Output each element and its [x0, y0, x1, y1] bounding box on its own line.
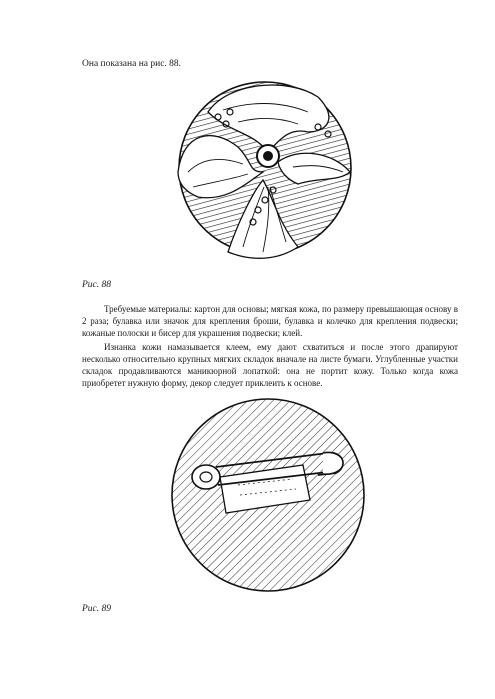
figure-88-brooch-illustration — [168, 72, 358, 267]
paragraph-instructions-text: Изнанка кожи намазывается клеем, ему дают схватиться и после этого драпируют несколько относительно крупных мягких складок вначале на листе бумаги. Углубленные участки складок продавливаются маникюрной лопаткой: она не портит кожу. Только когда кожа приобретет нужную форму, декор следует приклеить к основе. — [82, 342, 458, 388]
paragraph-materials-text: Требуемые материалы: картон для основы; мягкая кожа, по размеру превышающая основу в 2 раза; булавка или значок для крепления броши, булавка и колечко для крепления подвески; кожаные полоски и бисер для украшения подвески; клей. — [82, 304, 458, 338]
figure-88-caption: Рис. 88 — [82, 280, 112, 290]
figure-89-brooch-back-illustration — [168, 395, 378, 595]
figure-89-caption: Рис. 89 — [82, 604, 112, 614]
paragraph-materials — [82, 303, 458, 339]
intro-line: Она показана на рис. 88. — [82, 59, 182, 69]
paragraph-instructions — [82, 341, 458, 389]
